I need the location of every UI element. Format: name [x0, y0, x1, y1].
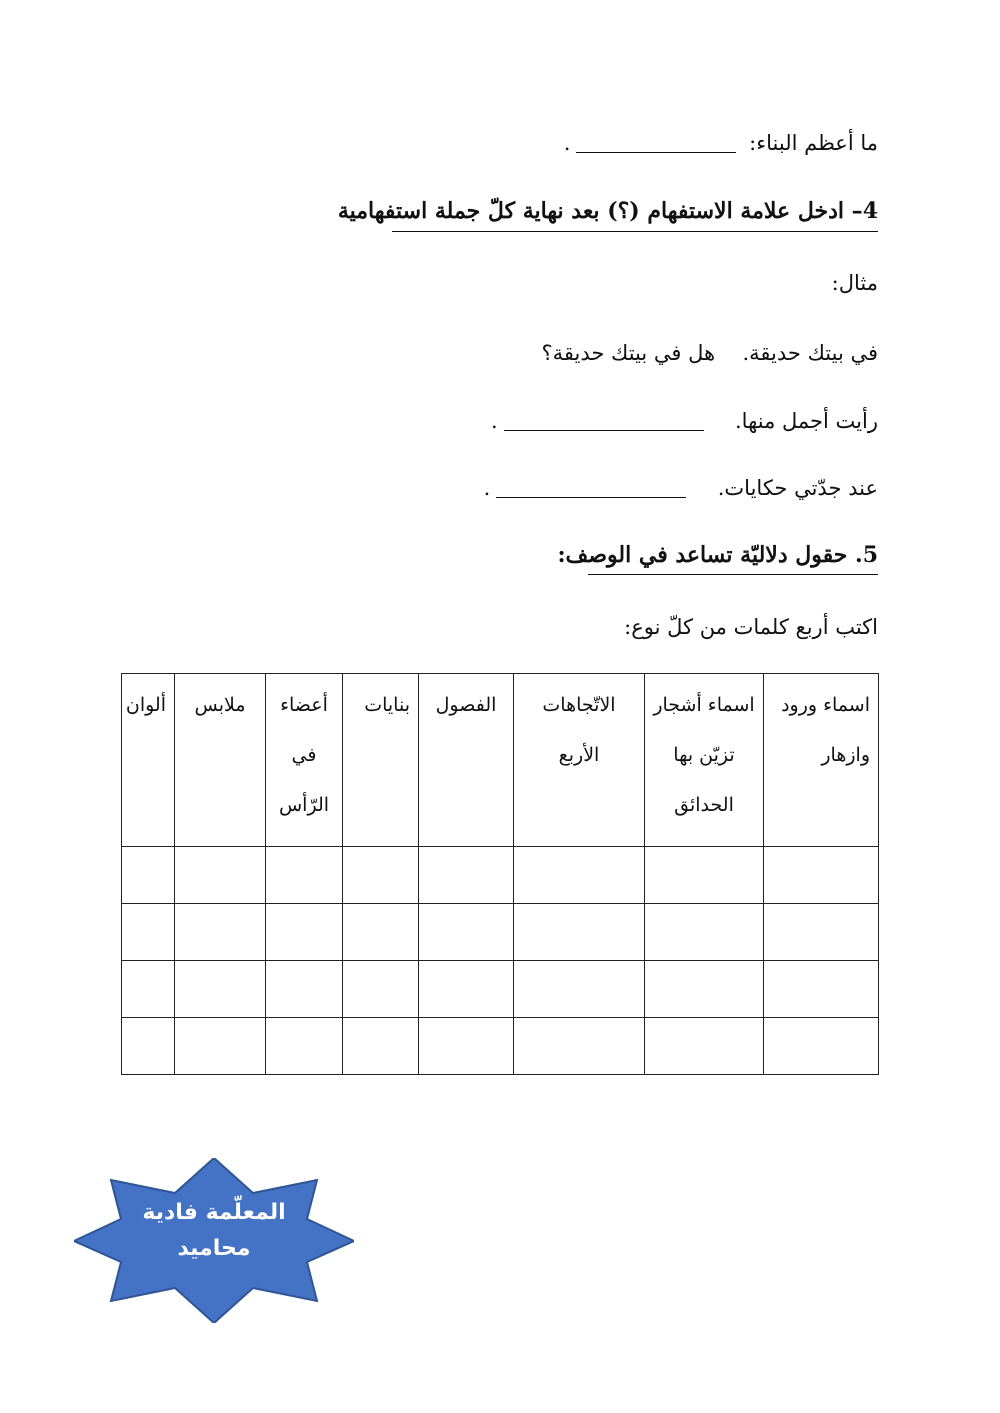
exercise-1 [491, 406, 878, 436]
answer-cell[interactable] [514, 961, 645, 1018]
answer-blank[interactable] [496, 481, 686, 498]
example-question: هل في بيتك حديقة؟ [541, 341, 716, 365]
answer-cell[interactable] [419, 904, 514, 961]
answer-cell[interactable] [266, 904, 343, 961]
answer-cell[interactable] [419, 847, 514, 904]
answer-cell[interactable] [175, 904, 266, 961]
exercise-2 [484, 473, 878, 503]
answer-cell[interactable] [343, 961, 419, 1018]
exercise-sentence: عند جدّتي حكايات. [717, 476, 878, 500]
end-mark: . [563, 131, 571, 155]
teacher-name [74, 1195, 354, 1267]
answer-cell[interactable] [122, 1018, 175, 1075]
semantic-fields-table [121, 673, 879, 1075]
header-cell-clothes: ملابس [175, 674, 266, 847]
answer-cell[interactable] [764, 847, 879, 904]
answer-cell[interactable] [645, 961, 764, 1018]
answer-blank[interactable] [504, 414, 704, 431]
answer-cell[interactable] [419, 1018, 514, 1075]
answer-cell[interactable] [175, 847, 266, 904]
table-row [122, 847, 879, 904]
example-line [541, 338, 878, 368]
answer-cell[interactable] [122, 961, 175, 1018]
answer-cell[interactable] [266, 1018, 343, 1075]
section-5-underline [588, 574, 878, 575]
end-mark: . [483, 476, 491, 500]
answer-cell[interactable] [764, 961, 879, 1018]
header-cell-buildings: بنايات [343, 674, 419, 847]
header-cell-seasons: الفصول [419, 674, 514, 847]
table-row [122, 904, 879, 961]
question-label: ما أعظم البناء: [749, 131, 878, 155]
answer-cell[interactable] [514, 1018, 645, 1075]
section-4-underline [392, 231, 878, 232]
answer-cell[interactable] [645, 904, 764, 961]
table-row [122, 1018, 879, 1075]
section-5-title: 5. حقول دلاليّة تساعد في الوصف: [557, 542, 878, 568]
answer-cell[interactable] [645, 847, 764, 904]
table-row [122, 961, 879, 1018]
header-cell-colors: ألوان [122, 674, 175, 847]
header-cell-flowers: اسماء ورود وازهار [764, 674, 879, 847]
answer-cell[interactable] [266, 961, 343, 1018]
table-header-row [122, 674, 879, 847]
answer-cell[interactable] [175, 1018, 266, 1075]
answer-cell[interactable] [764, 1018, 879, 1075]
teacher-name-line2: محاميد [177, 1236, 251, 1261]
exercise-sentence: رأيت أجمل منها. [735, 409, 878, 433]
answer-cell[interactable] [343, 1018, 419, 1075]
answer-blank[interactable] [576, 136, 736, 153]
answer-cell[interactable] [514, 847, 645, 904]
example-statement: في بيتك حديقة. [742, 341, 878, 365]
answer-cell[interactable] [122, 904, 175, 961]
answer-cell[interactable] [419, 961, 514, 1018]
answer-cell[interactable] [175, 961, 266, 1018]
answer-cell[interactable] [343, 847, 419, 904]
answer-cell[interactable] [343, 904, 419, 961]
answer-cell[interactable] [514, 904, 645, 961]
section-4-title: 4– ادخل علامة الاستفهام (؟) بعد نهاية كلّ جملة استفهامية [337, 198, 878, 224]
section-5-instruction: اكتب أربع كلمات من كلّ نوع: [624, 615, 878, 639]
header-cell-head-parts: أعضاء في الرّأس [266, 674, 343, 847]
answer-cell[interactable] [266, 847, 343, 904]
question-greatest-building [564, 128, 878, 158]
answer-cell[interactable] [122, 847, 175, 904]
header-cell-trees: اسماء أشجار تزيّن بها الحدائق [645, 674, 764, 847]
example-label: مثال: [831, 271, 878, 295]
answer-cell[interactable] [764, 904, 879, 961]
header-cell-directions: الاتّجاهات الأربع [514, 674, 645, 847]
answer-cell[interactable] [645, 1018, 764, 1075]
end-mark: . [490, 409, 498, 433]
teacher-name-line1: المعلّمة فادية [142, 1200, 286, 1225]
